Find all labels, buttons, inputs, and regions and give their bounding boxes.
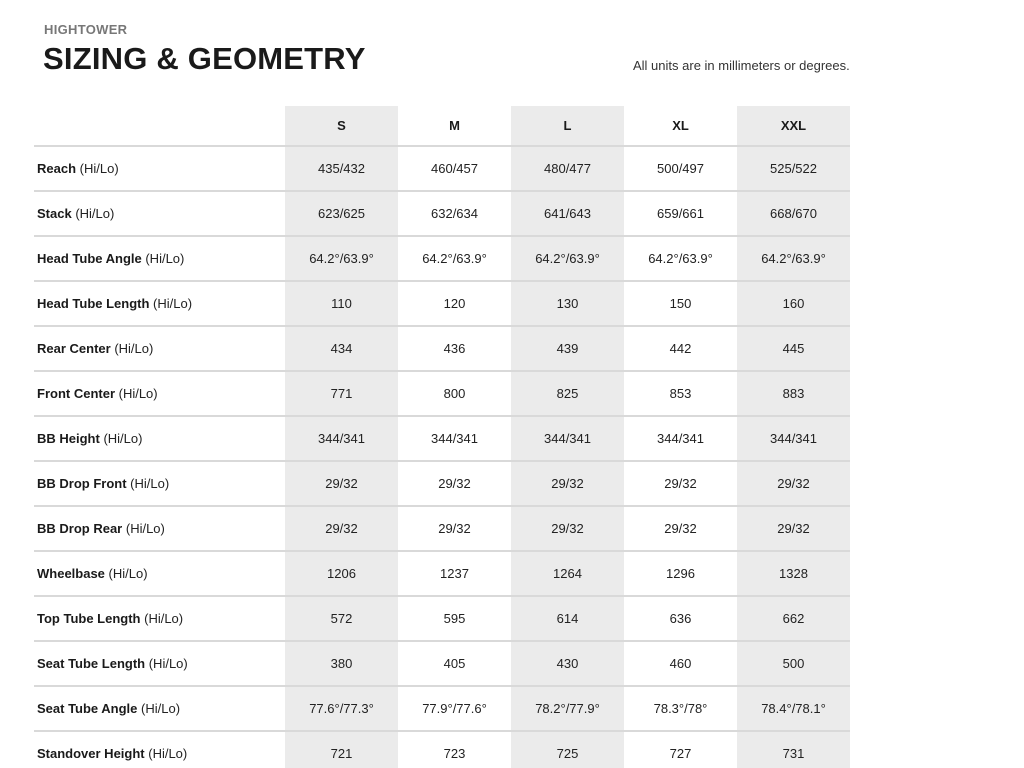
value-cell-xl: 64.2°/63.9° (624, 236, 737, 281)
value-cell-xxl: 662 (737, 596, 850, 641)
row-label (34, 371, 285, 416)
value-cell-s: 434 (285, 326, 398, 371)
value-cell-m: 800 (398, 371, 511, 416)
value-cell-s: 29/32 (285, 461, 398, 506)
value-cell-l: 344/341 (511, 416, 624, 461)
value-cell-m: 64.2°/63.9° (398, 236, 511, 281)
units-note: All units are in millimeters or degrees. (633, 58, 850, 73)
table-row (34, 686, 850, 731)
value-cell-xl: 78.3°/78° (624, 686, 737, 731)
row-label-suffix: (Hi/Lo) (76, 161, 119, 176)
row-label-suffix: (Hi/Lo) (144, 746, 188, 761)
value-cell-xl: 659/661 (624, 191, 737, 236)
value-cell-s: 572 (285, 596, 398, 641)
value-cell-m: 405 (398, 641, 511, 686)
value-cell-s: 110 (285, 281, 398, 326)
value-cell-s: 344/341 (285, 416, 398, 461)
row-label-name: Head Tube Length (37, 296, 150, 311)
value-cell-xl: 29/32 (624, 506, 737, 551)
value-cell-xxl: 64.2°/63.9° (737, 236, 850, 281)
row-label-suffix: (Hi/Lo) (104, 566, 148, 581)
value-cell-l: 64.2°/63.9° (511, 236, 624, 281)
value-cell-xl: 500/497 (624, 146, 737, 191)
value-cell-l: 825 (511, 371, 624, 416)
value-cell-xl: 727 (624, 731, 737, 768)
value-cell-xxl: 445 (737, 326, 850, 371)
value-cell-l: 78.2°/77.9° (511, 686, 624, 731)
table-row (34, 506, 850, 551)
table-row (34, 236, 850, 281)
value-cell-xxl: 78.4°/78.1° (737, 686, 850, 731)
size-header-row (34, 106, 850, 146)
value-cell-l: 614 (511, 596, 624, 641)
value-cell-s: 77.6°/77.3° (285, 686, 398, 731)
row-label (34, 506, 285, 551)
size-header-xxl: XXL (737, 106, 850, 146)
row-label-suffix: (Hi/Lo) (126, 476, 170, 491)
value-cell-m: 344/341 (398, 416, 511, 461)
value-cell-m: 120 (398, 281, 511, 326)
row-label-name: Top Tube Length (37, 611, 141, 626)
value-cell-m: 460/457 (398, 146, 511, 191)
value-cell-xxl: 160 (737, 281, 850, 326)
value-cell-xl: 1296 (624, 551, 737, 596)
row-label-name: BB Height (37, 431, 100, 446)
value-cell-xxl: 731 (737, 731, 850, 768)
value-cell-l: 641/643 (511, 191, 624, 236)
value-cell-l: 130 (511, 281, 624, 326)
row-label (34, 731, 285, 768)
value-cell-m: 436 (398, 326, 511, 371)
value-cell-xxl: 525/522 (737, 146, 850, 191)
row-label-suffix: (Hi/Lo) (149, 296, 193, 311)
table-row (34, 281, 850, 326)
geometry-table-body (34, 146, 850, 768)
size-header-m: M (398, 106, 511, 146)
row-label-name: Standover Height (37, 746, 145, 761)
row-label (34, 596, 285, 641)
value-cell-s: 1206 (285, 551, 398, 596)
row-label-suffix: (Hi/Lo) (99, 431, 143, 446)
brand-name: HIGHTOWER (44, 22, 128, 37)
value-cell-xxl: 344/341 (737, 416, 850, 461)
row-label-suffix: (Hi/Lo) (71, 206, 115, 221)
value-cell-s: 771 (285, 371, 398, 416)
value-cell-s: 623/625 (285, 191, 398, 236)
value-cell-l: 725 (511, 731, 624, 768)
row-label (34, 416, 285, 461)
value-cell-l: 430 (511, 641, 624, 686)
row-label (34, 461, 285, 506)
row-label-name: Wheelbase (37, 566, 105, 581)
value-cell-xl: 150 (624, 281, 737, 326)
value-cell-s: 29/32 (285, 506, 398, 551)
row-label (34, 191, 285, 236)
row-label-name: Seat Tube Length (37, 656, 146, 671)
value-cell-m: 77.9°/77.6° (398, 686, 511, 731)
table-row (34, 191, 850, 236)
geometry-table (34, 106, 850, 768)
row-label-suffix: (Hi/Lo) (145, 656, 188, 671)
value-cell-m: 723 (398, 731, 511, 768)
table-row (34, 641, 850, 686)
size-header-l: L (511, 106, 624, 146)
table-row (34, 416, 850, 461)
table-row (34, 461, 850, 506)
table-row (34, 146, 850, 191)
row-label (34, 551, 285, 596)
row-label-name: Rear Center (37, 341, 111, 356)
value-cell-m: 632/634 (398, 191, 511, 236)
value-cell-s: 435/432 (285, 146, 398, 191)
header-blank-cell (34, 106, 285, 146)
value-cell-s: 64.2°/63.9° (285, 236, 398, 281)
value-cell-l: 480/477 (511, 146, 624, 191)
value-cell-m: 595 (398, 596, 511, 641)
row-label-name: BB Drop Rear (37, 521, 123, 536)
value-cell-m: 29/32 (398, 461, 511, 506)
value-cell-xxl: 883 (737, 371, 850, 416)
row-label-suffix: (Hi/Lo) (122, 521, 165, 536)
row-label-suffix: (Hi/Lo) (115, 386, 158, 401)
value-cell-m: 29/32 (398, 506, 511, 551)
value-cell-l: 439 (511, 326, 624, 371)
row-label-name: Front Center (37, 386, 115, 401)
row-label-name: BB Drop Front (37, 476, 127, 491)
row-label-name: Seat Tube Angle (37, 701, 138, 716)
table-row (34, 551, 850, 596)
value-cell-xl: 853 (624, 371, 737, 416)
value-cell-s: 721 (285, 731, 398, 768)
value-cell-s: 380 (285, 641, 398, 686)
row-label-name: Reach (37, 161, 77, 176)
value-cell-xxl: 29/32 (737, 461, 850, 506)
value-cell-xl: 460 (624, 641, 737, 686)
row-label-name: Head Tube Angle (37, 251, 142, 266)
value-cell-xl: 442 (624, 326, 737, 371)
table-row (34, 596, 850, 641)
row-label (34, 641, 285, 686)
row-label-suffix: (Hi/Lo) (137, 701, 181, 716)
value-cell-xxl: 29/32 (737, 506, 850, 551)
value-cell-l: 29/32 (511, 461, 624, 506)
value-cell-xl: 344/341 (624, 416, 737, 461)
page-title: SIZING & GEOMETRY (43, 41, 366, 76)
value-cell-m: 1237 (398, 551, 511, 596)
row-label (34, 236, 285, 281)
value-cell-xxl: 500 (737, 641, 850, 686)
table-row (34, 326, 850, 371)
row-label-suffix: (Hi/Lo) (141, 251, 185, 266)
size-header-s: S (285, 106, 398, 146)
table-row (34, 731, 850, 768)
row-label (34, 326, 285, 371)
row-label (34, 686, 285, 731)
table-row (34, 371, 850, 416)
value-cell-l: 1264 (511, 551, 624, 596)
value-cell-l: 29/32 (511, 506, 624, 551)
size-header-xl: XL (624, 106, 737, 146)
row-label-name: Stack (37, 206, 72, 221)
value-cell-xxl: 1328 (737, 551, 850, 596)
value-cell-xxl: 668/670 (737, 191, 850, 236)
row-label (34, 146, 285, 191)
row-label (34, 281, 285, 326)
value-cell-xl: 636 (624, 596, 737, 641)
row-label-suffix: (Hi/Lo) (110, 341, 154, 356)
row-label-suffix: (Hi/Lo) (140, 611, 184, 626)
value-cell-xl: 29/32 (624, 461, 737, 506)
